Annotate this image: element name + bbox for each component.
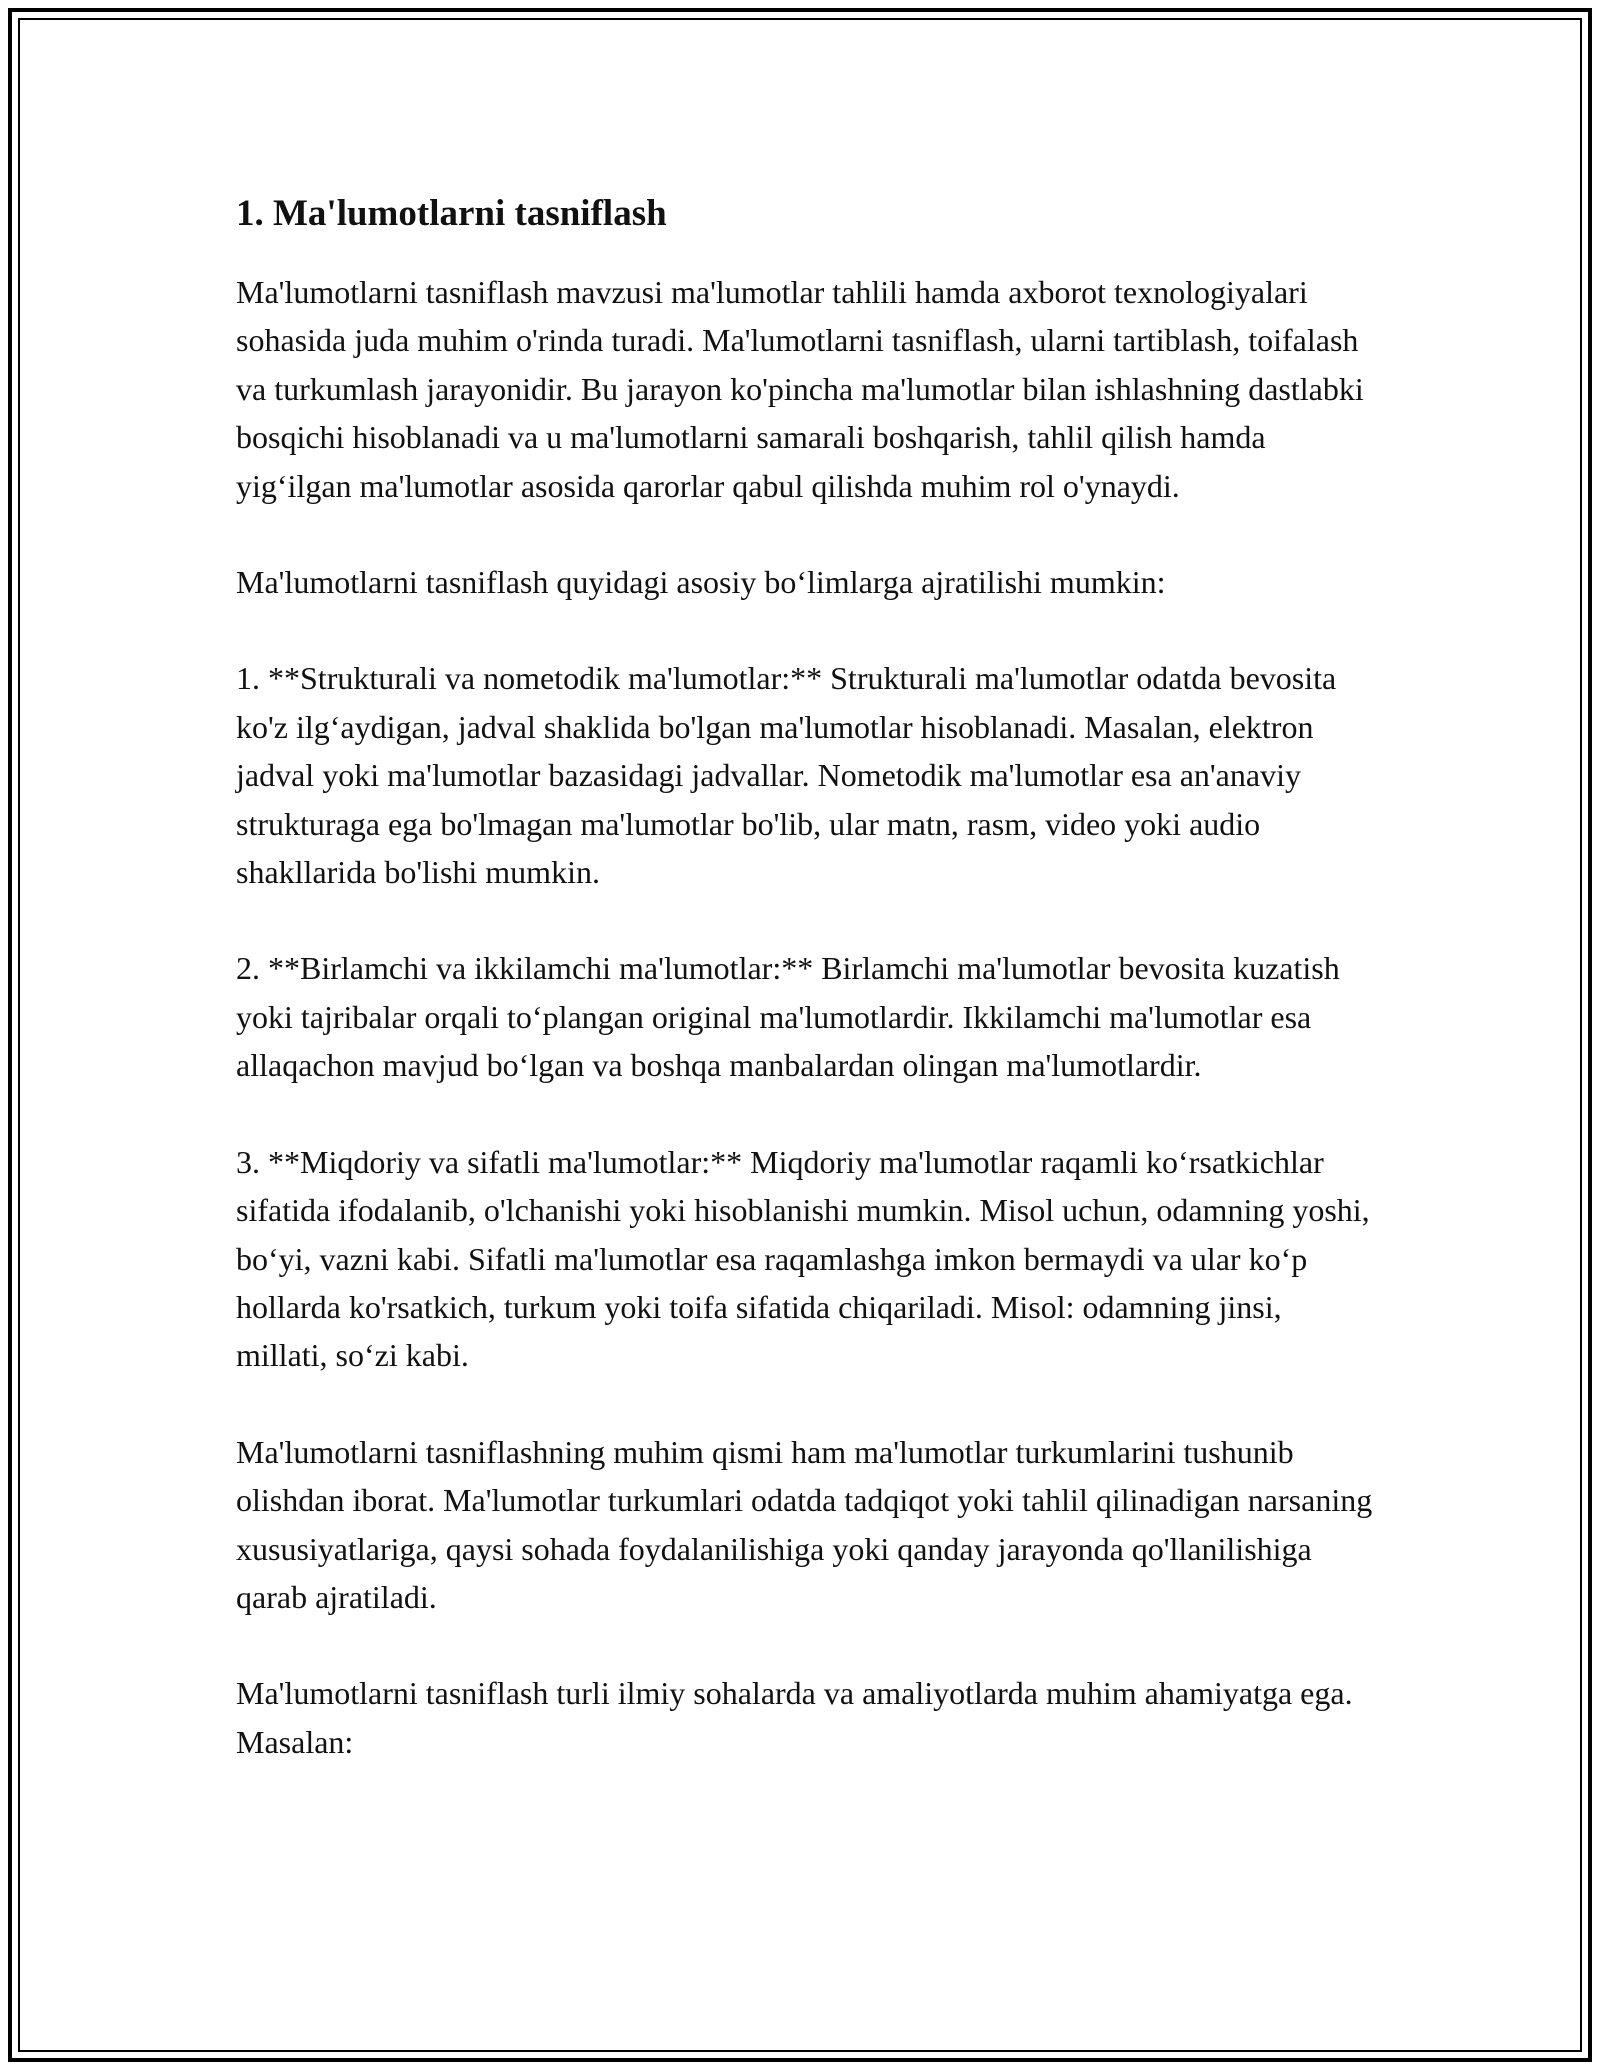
list-item-quantitative-qualitative: 3. **Miqdoriy va sifatli ma'lumotlar:** Miqdoriy ma'lumotlar raqamli ko‘rsatkichlar sifatida ifodalanib, o'lchanishi yoki hisoblanishi mumkin. Misol uchun, odamning yoshi, bo‘yi, vazni kabi. Sifatli ma'lumotlar esa raqamlashga imkon bermaydi va ular ko‘p hollarda ko'rsatkich, turkum yoki toifa sifatida chiqariladi. Misol: odamning jinsi, millati, so‘zi kabi. xyxy=(236,1143,1370,1374)
paragraph-sections-lead: Ma'lumotlarni tasniflash quyidagi asosiy bo‘limlarga ajratilishi mumkin: xyxy=(236,564,1166,601)
list-item-structured: 1. **Strukturali va nometodik ma'lumotlar:** Strukturali ma'lumotlar odatda bevosita ko'z ilg‘aydigan, jadval shaklida bo'lgan ma'lumotlar hisoblanadi. Masalan, elektron jadval yoki ma'lumotlar bazasidagi jadvallar. Nometodik ma'lumotlar esa an'anaviy strukturaga ega bo'lmagan ma'lumotlar bo'lib, ular matn, rasm, video yoki audio shakllarida bo'lishi mumkin. xyxy=(236,660,1337,891)
section-heading: 1. Ma'lumotlarni tasniflash xyxy=(236,193,667,234)
paragraph-importance: Ma'lumotlarni tasniflash turli ilmiy sohalarda va amaliyotlarda muhim ahamiyatga ega. Masalan: xyxy=(236,1675,1353,1760)
paragraph-intro: Ma'lumotlarni tasniflash mavzusi ma'lumotlar tahlili hamda axborot texnologiyalari sohasida juda muhim o'rinda turadi. Ma'lumotlarni tasniflash, ularni tartiblash, toifalash va turkumlash jarayonidir. Bu jarayon ko'pincha ma'lumotlar bilan ishlashning dastlabki bosqichi hisoblanadi va u ma'lumotlarni samarali boshqarish, tahlil qilish hamda yig‘ilgan ma'lumotlar asosida qarorlar qabul qilishda muhim rol o'ynaydi. xyxy=(236,274,1364,504)
paragraph-categories: Ma'lumotlarni tasniflashning muhim qismi ham ma'lumotlar turkumlarini tushunib olishdan iborat. Ma'lumotlar turkumlari odatda tadqiqot yoki tahlil qilinadigan narsaning xususiyatlariga, qaysi sohada foydalanilishiga yoki qanday jarayonda qo'llanilishiga qarab ajratiladi. xyxy=(236,1433,1373,1615)
document-page xyxy=(236,186,1376,1814)
list-item-primary-secondary: 2. **Birlamchi va ikkilamchi ma'lumotlar:** Birlamchi ma'lumotlar bevosita kuzatish yoki tajribalar orqali to‘plangan original ma'lumotlardir. Ikkilamchi ma'lumotlar esa allaqachon mavjud bo‘lgan va boshqa manbalardan olingan ma'lumotlardir. xyxy=(236,950,1340,1084)
